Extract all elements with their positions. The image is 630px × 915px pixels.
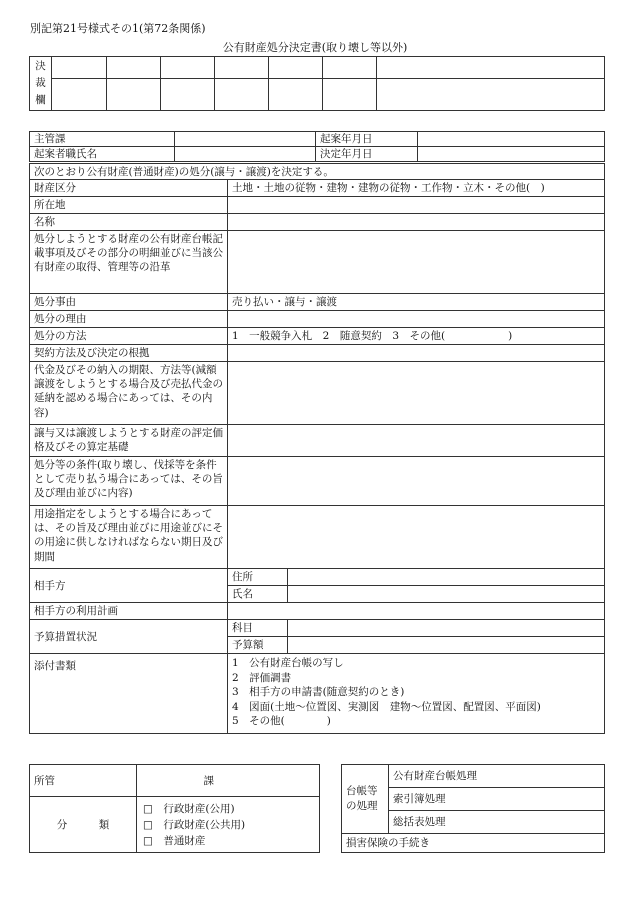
intro-text: 次のとおり公有財産(普通財産)の処分(譲与・譲渡)を決定する。 [30, 164, 605, 180]
location-label: 所在地 [30, 197, 228, 214]
decision-date-label: 決定年月日 [316, 147, 418, 162]
usage-label: 用途指定をしようとする場合にあっては、その旨及び理由並びに用途並びにその用途に供しなければならない期日及び期間 [30, 506, 228, 569]
payment-label: 代金及びその納入の期限、方法等(減額譲渡をしようとする場合及び売払代金の延納を認める場合にあっては、その内容) [30, 362, 228, 425]
disposal-cause-label: 処分の理由 [30, 311, 228, 328]
ledger-label: 処分しようとする財産の公有財産台帳記載事項及びその部分の明細並びに当該公有財産の取得、管理等の沿革 [30, 231, 228, 294]
classification-option-ordinary[interactable]: □ 普通財産 [143, 834, 206, 847]
section-label: 課 [137, 765, 320, 797]
attachment-item[interactable]: 5 その他( ) [232, 715, 331, 728]
classification-option-admin-public[interactable]: □ 行政財産(公用) [143, 802, 235, 815]
budget-amount-field[interactable] [288, 637, 605, 654]
main-form-table [29, 163, 605, 734]
property-class-options[interactable]: 土地・土地の従物・建物・建物の従物・工作物・立木・その他( ) [228, 180, 605, 197]
disposal-cause-field[interactable] [228, 311, 605, 328]
approval-cell[interactable] [161, 57, 215, 79]
drafter-name-field[interactable] [175, 147, 316, 162]
approval-label: 決 裁 欄 [30, 57, 52, 111]
jurisdiction-label: 所管 [30, 765, 137, 797]
approval-cell[interactable] [52, 57, 107, 79]
usage-field[interactable] [228, 506, 605, 569]
approval-cell[interactable] [215, 57, 269, 79]
ledger-processing-item[interactable]: 公有財産台帳処理 [389, 765, 605, 788]
classification-label: 分 類 [30, 797, 137, 853]
attachment-item[interactable]: 2 評価調書 [232, 671, 292, 684]
ledger-processing-label: 台帳等 の処理 [342, 765, 389, 834]
insurance-procedure-item[interactable]: 損害保険の手続き [342, 834, 605, 853]
document-title: 公有財産処分決定書(取り壊し等以外) [222, 41, 408, 54]
approval-cell[interactable] [52, 79, 107, 111]
usage-plan-label: 相手方の利用計画 [30, 603, 228, 620]
approval-cell[interactable] [323, 79, 377, 111]
classification-option-admin-common[interactable]: □ 行政財産(公共用) [143, 818, 246, 831]
budget-item-label: 科目 [228, 620, 288, 637]
property-class-label: 財産区分 [30, 180, 228, 197]
drafter-name-label: 起案者職氏名 [30, 147, 175, 162]
approval-cell[interactable] [269, 57, 323, 79]
draft-date-label: 起案年月日 [316, 132, 418, 147]
approval-cell[interactable] [377, 57, 605, 79]
responsible-dept-label: 主管課 [30, 132, 175, 147]
approval-cell[interactable] [107, 57, 161, 79]
jurisdiction-table [29, 764, 320, 853]
payment-field[interactable] [228, 362, 605, 425]
counterparty-address-field[interactable] [288, 569, 605, 586]
ledger-processing-table [341, 764, 605, 853]
name-label: 名称 [30, 214, 228, 231]
approval-cell[interactable] [215, 79, 269, 111]
disposal-reason-options[interactable]: 売り払い・譲与・譲渡 [228, 294, 605, 311]
attachment-item[interactable]: 4 図面(土地～位置図、実測図 建物～位置図、配置図、平面図) [232, 700, 541, 713]
counterparty-label: 相手方 [30, 569, 228, 603]
valuation-label: 譲与又は譲渡しようとする財産の評定価格及びその算定基礎 [30, 425, 228, 457]
ledger-field[interactable] [228, 231, 605, 294]
counterparty-name-field[interactable] [288, 586, 605, 603]
valuation-field[interactable] [228, 425, 605, 457]
contract-basis-field[interactable] [228, 345, 605, 362]
form-number: 別記第21号様式その1(第72条関係) [30, 22, 206, 35]
counterparty-name-label: 氏名 [228, 586, 288, 603]
approval-cell[interactable] [269, 79, 323, 111]
conditions-label: 処分等の条件(取り壊し、伐採等を条件として売り払う場合にあっては、その旨及び理由並びに内容) [30, 457, 228, 506]
location-field[interactable] [228, 197, 605, 214]
attachment-item[interactable]: 3 相手方の申請書(随意契約のとき) [232, 686, 405, 699]
decision-date-field[interactable] [418, 147, 605, 162]
contract-basis-label: 契約方法及び決定の根拠 [30, 345, 228, 362]
responsible-dept-field[interactable] [175, 132, 316, 147]
attachments-label: 添付書類 [30, 654, 228, 734]
approval-cell[interactable] [377, 79, 605, 111]
budget-item-field[interactable] [288, 620, 605, 637]
approval-cell[interactable] [323, 57, 377, 79]
info-table [29, 131, 605, 162]
summary-processing-item[interactable]: 総括表処理 [389, 811, 605, 834]
disposal-reason-label: 処分事由 [30, 294, 228, 311]
attachment-item[interactable]: 1 公有財産台帳の写し [232, 657, 344, 669]
budget-label: 予算措置状況 [30, 620, 228, 654]
name-field[interactable] [228, 214, 605, 231]
approval-cell[interactable] [107, 79, 161, 111]
conditions-field[interactable] [228, 457, 605, 506]
disposal-method-label: 処分の方法 [30, 328, 228, 345]
approval-cell[interactable] [161, 79, 215, 111]
disposal-method-options[interactable]: 1 一般競争入札 2 随意契約 3 その他( ) [228, 328, 605, 345]
attachments-list [228, 654, 605, 734]
index-processing-item[interactable]: 索引簿処理 [389, 788, 605, 811]
draft-date-field[interactable] [418, 132, 605, 147]
approval-table [29, 56, 605, 111]
usage-plan-field[interactable] [228, 603, 605, 620]
counterparty-address-label: 住所 [228, 569, 288, 586]
budget-amount-label: 予算額 [228, 637, 288, 654]
